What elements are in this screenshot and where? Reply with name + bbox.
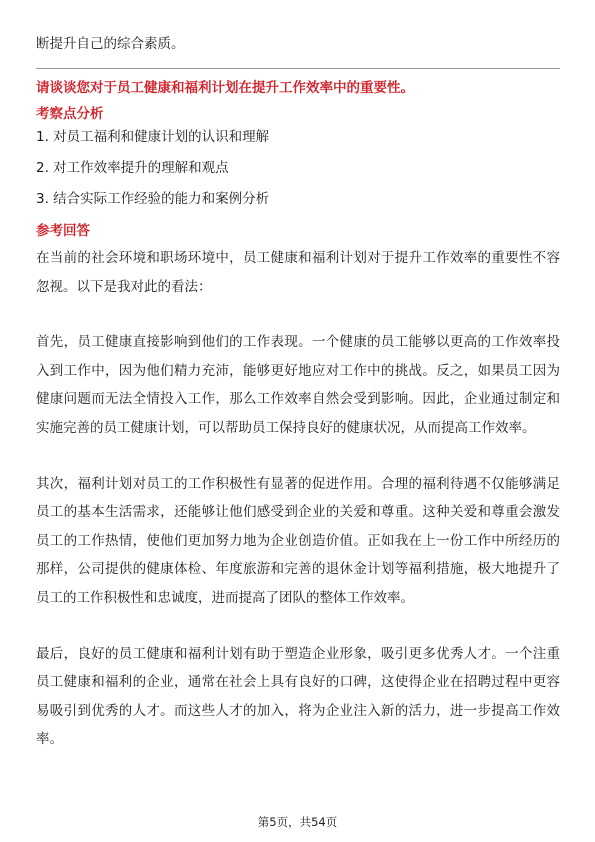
continued-text-line: 断提升自己的综合素质。	[36, 36, 185, 52]
analysis-title: 考察点分析	[36, 106, 104, 122]
section-divider	[36, 68, 560, 69]
page-content	[36, 34, 560, 754]
answer-paragraph: 在当前的社会环境和职场环境中，员工健康和福利计划对于提升工作效率的重要性不容忽视。以下是我对此的看法：	[36, 250, 560, 295]
analysis-item: 1. 对员工福利和健康计划的认识和理解	[36, 129, 270, 145]
answer-title: 参考回答	[36, 223, 90, 239]
paragraph-spacer	[36, 443, 560, 470]
answer-paragraph: 首先，员工健康直接影响到他们的工作表现。一个健康的员工能够以更高的工作效率投入到工作中，因为他们精力充沛，能够更好地应对工作中的挑战。反之，如果员工因为健康问题而无法全情投入工作，那么工作效率自然会受到影响。因此，企业通过制定和实施完善的员工健康计划，可以帮助员工保持良好的健康状况，从而提高工作效率。	[36, 334, 560, 436]
answer-paragraph: 最后，良好的员工健康和福利计划有助于塑造企业形象，吸引更多优秀人才。一个注重员工健康和福利的企业，通常在社会上具有良好的口碑，这使得企业在招聘过程中更容易吸引到优秀的人才。而这些人才的加入，将为企业注入新的活力，进一步提高工作效率。	[36, 645, 560, 748]
answer-paragraph: 其次，福利计划对员工的工作积极性有显著的促进作用。合理的福利待遇不仅能够满足员工的基本生活需求，还能够让他们感受到企业的关爱和尊重。这种关爱和尊重会激发员工的工作热情，使他们更加努力地为企业创造价值。正如我在上一份工作中所经历的那样，公司提供的健康体检、年度旅游和完善的退休金计划等福利措施，极大地提升了员工的工作积极性和忠诚度，进而提高了团队的整体工作效率。	[36, 475, 560, 606]
paragraph-spacer	[36, 613, 560, 640]
analysis-item: 2. 对工作效率提升的理解和观点	[36, 160, 229, 176]
question-heading: 请谈谈您对于员工健康和福利计划在提升工作效率中的重要性。	[36, 80, 414, 96]
analysis-item: 3. 结合实际工作经验的能力和案例分析	[36, 191, 270, 207]
paragraph-spacer	[36, 301, 560, 328]
page-number: 第5页，共54页	[257, 815, 338, 829]
